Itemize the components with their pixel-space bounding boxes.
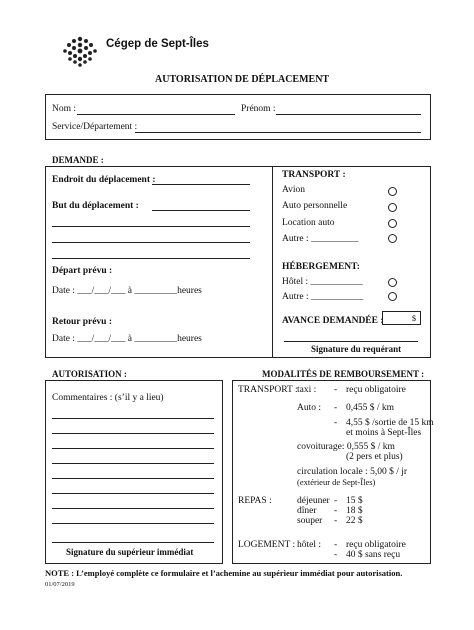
hotel-dash-2: - — [334, 550, 338, 560]
hotel-label: hôtel : — [297, 540, 322, 550]
identity-box — [45, 94, 431, 140]
commentaires-label: Commentaires : (s’il y a lieu) — [52, 393, 164, 403]
nom-field[interactable] — [77, 114, 235, 115]
demande-divider — [272, 166, 273, 358]
but-line-2[interactable] — [52, 226, 250, 227]
autorisation-section-label: AUTORISATION : — [52, 369, 127, 379]
footer-note: NOTE : L’employé complète ce formulaire et l’achemine au supérieur immédiat pour autorisation. — [45, 568, 403, 578]
repas-dash: - — [334, 516, 338, 526]
page-title: AUTORISATION DE DÉPLACEMENT — [155, 74, 330, 85]
repas-meal: dîner — [297, 506, 317, 516]
auto-dash-1: - — [334, 403, 338, 413]
hebergement-option-hotel[interactable]: Hôtel : ___________ — [282, 277, 363, 287]
repas-meal: souper — [297, 516, 323, 526]
prenom-field[interactable] — [276, 114, 421, 115]
avance-unit: $ — [412, 314, 416, 323]
hotel-value-1: reçu obligatoire — [346, 540, 406, 550]
hebergement-autre-radio[interactable] — [388, 292, 397, 301]
logement-label: LOGEMENT : — [238, 540, 296, 550]
auto-value-2a: 4,55 $ /sortie de 15 km — [346, 418, 434, 428]
demande-box — [45, 166, 431, 358]
taxi-value: reçu obligatoire — [346, 385, 406, 395]
commentaire-line-3[interactable] — [52, 448, 214, 449]
commentaire-line-2[interactable] — [52, 433, 214, 434]
covoiturage-label: covoiturage: 0,555 $ / km — [297, 442, 395, 452]
avance-label: AVANCE DEMANDÉE : — [282, 316, 384, 326]
repas-amount: 22 $ — [346, 516, 363, 526]
auto-label: Auto : — [297, 403, 322, 413]
taxi-label: taxi : — [297, 385, 317, 395]
auto-value-1: 0,455 $ / km — [346, 403, 395, 413]
hotel-value-2: 40 $ sans reçu — [346, 550, 401, 560]
repas-meal: déjeuner — [297, 496, 330, 506]
repas-dash: - — [334, 496, 338, 506]
hotel-dash-1: - — [334, 540, 338, 550]
commentaire-line-8[interactable] — [52, 523, 214, 524]
transport-autre-radio[interactable] — [388, 234, 397, 243]
transport-option-auto-perso: Auto personnelle — [282, 201, 348, 211]
transport-option-autre[interactable]: Autre : __________ — [282, 234, 359, 244]
taxi-dash: - — [334, 385, 338, 395]
demande-section-label: DEMANDE : — [52, 155, 104, 165]
but-field[interactable] — [152, 210, 250, 211]
auto-value-2b: et moins à Sept-Îles — [346, 428, 422, 438]
nom-label: Nom : — [52, 104, 77, 114]
footer-date: 01/07/2019 — [45, 581, 75, 588]
transport-label: TRANSPORT : — [282, 170, 346, 180]
depart-label: Départ prévu : — [52, 266, 113, 276]
hebergement-option-autre[interactable]: Autre : ___________ — [282, 292, 364, 302]
but-label: But du déplacement : — [52, 201, 139, 211]
retour-date-field[interactable]: Date : ___/___/___ à _________heures — [52, 334, 202, 344]
but-line-4[interactable] — [52, 258, 250, 259]
repas-amount: 18 $ — [346, 506, 363, 516]
auto-personnelle-radio[interactable] — [388, 203, 397, 212]
avion-radio[interactable] — [388, 187, 397, 196]
circulation-note: (extérieur de Sept-Îles) — [297, 477, 376, 487]
endroit-label: Endroit du déplacement : — [52, 175, 156, 185]
repas-label: REPAS : — [238, 496, 272, 506]
transport-remb-label: TRANSPORT : — [238, 385, 298, 395]
covoiturage-note: (2 pers et plus) — [346, 452, 403, 462]
requerant-signature-label: Signature du requérant — [311, 344, 402, 354]
commentaire-line-6[interactable] — [52, 493, 214, 494]
org-name: Cégep de Sept-Îles — [106, 38, 209, 50]
service-label: Service/Département : — [52, 122, 138, 132]
transport-option-avion: Avion — [282, 185, 306, 195]
transport-option-location: Location auto — [282, 218, 335, 228]
hotel-radio[interactable] — [388, 278, 397, 287]
autorisation-box — [45, 380, 223, 564]
superieur-signature-label: Signature du supérieur immédiat — [66, 547, 194, 557]
service-field[interactable] — [135, 132, 421, 133]
endroit-field[interactable] — [152, 184, 250, 185]
prenom-label: Prénom : — [241, 104, 276, 114]
cegep-logo — [60, 34, 100, 68]
repas-amount: 15 $ — [346, 496, 363, 506]
location-auto-radio[interactable] — [388, 219, 397, 228]
hebergement-label: HÉBERGEMENT: — [282, 262, 360, 272]
repas-dash: - — [334, 506, 338, 516]
modalites-section-label: MODALITÉS DE REMBOURSEMENT : — [262, 369, 425, 379]
but-line-3[interactable] — [52, 242, 250, 243]
requerant-signature-line[interactable] — [284, 341, 418, 342]
retour-label: Retour prévu : — [52, 317, 112, 327]
depart-date-field[interactable]: Date : ___/___/___ à _________heures — [52, 286, 202, 296]
circulation-label: circulation locale : 5,00 $ / jr — [297, 467, 408, 477]
commentaire-line-1[interactable] — [52, 418, 214, 419]
auto-dash-2: - — [334, 418, 338, 428]
superieur-signature-line[interactable] — [52, 542, 214, 543]
commentaire-line-4[interactable] — [52, 463, 214, 464]
commentaire-line-5[interactable] — [52, 478, 214, 479]
commentaire-line-7[interactable] — [52, 508, 214, 509]
